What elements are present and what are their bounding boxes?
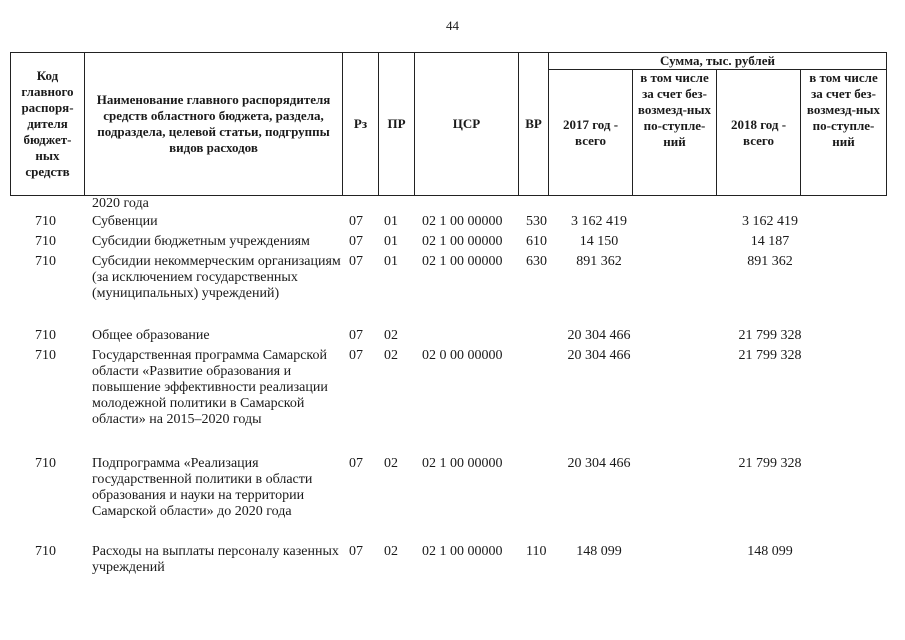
row-code: 710 <box>35 544 56 559</box>
row-rz: 07 <box>349 214 363 229</box>
row-vr: 110 <box>526 544 547 559</box>
row-sum-2018: 21 799 328 <box>738 456 802 471</box>
row-csr: 02 1 00 00000 <box>422 214 503 229</box>
row-sum-2018: 148 099 <box>747 544 793 559</box>
row-code: 710 <box>35 328 56 343</box>
continuation-text: 2020 года <box>92 196 149 211</box>
header-pr: ПР <box>379 53 415 196</box>
row-rz: 07 <box>349 254 363 269</box>
header-rz: Рз <box>343 53 379 196</box>
row-rz: 07 <box>349 348 363 363</box>
row-name: Подпрограмма «Реализация государственной политики в области образования и науки на территории Самарской области» до 2020 года <box>92 456 313 519</box>
row-code: 710 <box>35 348 56 363</box>
row-code: 710 <box>35 254 56 269</box>
header-code: Код главного распоря-дителя бюджет-ных средств <box>11 53 85 196</box>
row-vr: 630 <box>526 254 547 269</box>
row-pr: 01 <box>384 254 398 269</box>
row-pr: 01 <box>384 234 398 249</box>
row-pr: 02 <box>384 348 398 363</box>
row-sum-2018: 3 162 419 <box>742 214 798 229</box>
row-sum-2017: 891 362 <box>576 254 622 269</box>
row-vr: 530 <box>526 214 547 229</box>
table-header <box>10 52 887 196</box>
header-vr: ВР <box>519 53 549 196</box>
row-sum-2018: 891 362 <box>747 254 793 269</box>
row-sum-2018: 14 187 <box>750 234 790 249</box>
page-number: 44 <box>446 18 459 33</box>
row-vr: 610 <box>526 234 547 249</box>
row-csr: 02 1 00 00000 <box>422 456 503 471</box>
row-sum-2018: 21 799 328 <box>738 348 802 363</box>
row-csr: 02 1 00 00000 <box>422 234 503 249</box>
row-name: Субвенции <box>92 214 158 229</box>
row-pr: 01 <box>384 214 398 229</box>
header-2017-total: 2017 год - всего <box>549 70 633 196</box>
header-sum: Сумма, тыс. рублей <box>549 53 887 70</box>
row-name: Общее образование <box>92 328 210 343</box>
row-sum-2017: 20 304 466 <box>567 328 631 343</box>
row-pr: 02 <box>384 456 398 471</box>
row-rz: 07 <box>349 544 363 559</box>
row-sum-2017: 3 162 419 <box>571 214 627 229</box>
row-code: 710 <box>35 234 56 249</box>
row-csr: 02 1 00 00000 <box>422 544 503 559</box>
row-rz: 07 <box>349 234 363 249</box>
header-2018-incl: в том числе за счет без-возмезд-ных по-ступле-ний <box>801 70 887 196</box>
header-name: Наименование главного распорядителя средств областного бюджета, раздела, подраздела, целевой статьи, подгруппы видов расходов <box>85 53 343 196</box>
row-code: 710 <box>35 456 56 471</box>
row-pr: 02 <box>384 328 398 343</box>
header-2018-total: 2018 год - всего <box>717 70 801 196</box>
row-rz: 07 <box>349 328 363 343</box>
row-pr: 02 <box>384 544 398 559</box>
row-sum-2018: 21 799 328 <box>738 328 802 343</box>
row-name: Расходы на выплаты персоналу казенных учреждений <box>92 544 339 575</box>
row-csr: 02 1 00 00000 <box>422 254 503 269</box>
row-name: Субсидии бюджетным учреждениям <box>92 234 310 249</box>
row-sum-2017: 20 304 466 <box>567 348 631 363</box>
row-csr: 02 0 00 00000 <box>422 348 503 363</box>
row-code: 710 <box>35 214 56 229</box>
row-name: Субсидии некоммерческим организациям (за исключением государственных (муниципальных) учреждений) <box>92 254 341 301</box>
row-sum-2017: 14 150 <box>579 234 619 249</box>
header-csr: ЦСР <box>415 53 519 196</box>
row-sum-2017: 148 099 <box>576 544 622 559</box>
header-2017-incl: в том числе за счет без-возмезд-ных по-ступле-ний <box>633 70 717 196</box>
row-name: Государственная программа Самарской области «Развитие образования и повышение эффективности реализации молодежной политики в Самарской области» на 2015–2020 годы <box>92 348 328 427</box>
row-rz: 07 <box>349 456 363 471</box>
row-sum-2017: 20 304 466 <box>567 456 631 471</box>
